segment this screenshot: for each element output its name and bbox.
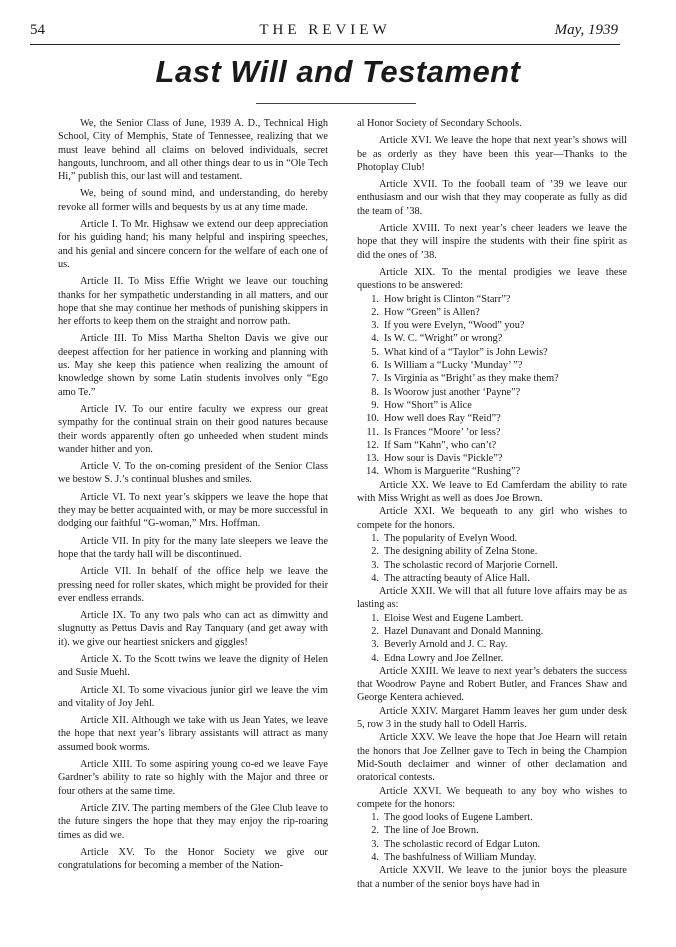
list-number: 4.: [371, 333, 379, 345]
list-text: If Sam “Kahn”, who can’t?: [384, 439, 497, 451]
paragraph: Article II. To Miss Effie Wright we leave our touching thanks for her sympathetic understanding in all matters, and our hope that she may continue her methods of punishing skippers in her efforts to keep them on the straight and norrow path.: [58, 276, 328, 328]
list-item: [357, 851, 627, 864]
paragraph: Article IX. To any two pals who can act as dimwitty and slugnutty as Pettus Davis and Ray Tanquary (and get away with it). we give our heartiest snickers and giggles!: [58, 610, 328, 648]
paragraph: Article XII. Although we take with us Jean Yates, we leave the hope that next year’s library assistants will attract as many assumed book worms.: [58, 715, 328, 753]
list-text: Edna Lowry and Joe Zellner.: [384, 652, 504, 664]
list-number: 2.: [371, 825, 379, 837]
list-text: If you were Evelyn, “Wood” you?: [384, 320, 525, 332]
list-number: 5.: [371, 346, 379, 358]
list-number: 13.: [366, 453, 379, 465]
list-number: 4.: [371, 572, 379, 584]
right-column: [357, 117, 627, 932]
title-divider: [256, 103, 416, 104]
left-column: [58, 117, 328, 932]
paragraph: Article XVI. We leave the hope that next year’s shows will be as orderly as they have been this year—Thanks to the Photoplay Club!: [357, 135, 627, 173]
paragraph: Article XVII. To the fooball team of ’39 we leave our enthusiasm and our wish that they may cooperate as fully as did the team of ’38.: [357, 179, 627, 217]
paragraph: Article XIX. To the mental prodigies we leave these questions to be answered:: [357, 266, 627, 292]
list-text: The attracting beauty of Alice Hall.: [384, 572, 530, 584]
paragraph: Article ZIV. The parting members of the Glee Club leave to the future singers the hope that they may enjoy the rip-roaring times as did we.: [58, 802, 328, 841]
paragraph: Article I. To Mr. Highsaw we extend our deep appreciation for his guiding hand; his many helpful and inspiring speeches, and his genial and sincere concern for the welfare of each one of us.: [58, 219, 328, 270]
list-item: [357, 559, 627, 572]
list-item: [357, 545, 627, 558]
questions-list: [357, 293, 627, 479]
boys-honors-list: [357, 811, 627, 864]
list-number: 12.: [366, 439, 379, 451]
list-text: The designing ability of Zelna Stone.: [384, 546, 538, 558]
paragraph: Article VII. In pity for the many late sleepers we leave the hope that the tardy hall will be discontinued.: [58, 535, 328, 560]
list-item: [357, 386, 627, 399]
list-number: 3.: [371, 320, 379, 332]
list-item: [357, 824, 627, 837]
list-item: [357, 638, 627, 651]
list-item: [357, 359, 627, 372]
list-text: The scholastic record of Marjorie Cornell.: [384, 559, 558, 571]
list-text: Eloise West and Eugene Lambert.: [384, 612, 524, 624]
list-item: [357, 306, 627, 319]
list-number: 1.: [371, 293, 379, 305]
paragraph: Article XV. To the Honor Society we give our congratulations for becoming a member of the Nation-: [58, 846, 328, 872]
list-text: Whom is Marguerite “Rushing”?: [384, 466, 521, 478]
running-title: THE REVIEW: [259, 22, 391, 38]
article-title: Last Will and Testament: [155, 54, 521, 89]
paragraph: Article V. To the on-coming president of the Senior Class we bestow S. J.’s continual blushes and smiles.: [58, 461, 328, 486]
paragraph: Article XXVI. We bequeath to any boy who wishes to compete for the honors:: [357, 785, 627, 810]
paragraph: Article III. To Miss Martha Shelton Davis we give our deepest affection for her patience in working and planning with us. May she keep this patience when realizing the amount of knowledge shown by some Latin students involves only “Ego amo Te.”: [58, 333, 328, 398]
list-number: 8.: [371, 386, 379, 398]
list-item: [357, 293, 627, 306]
paragraph: Article XXV. We leave the hope that Joe Hearn will retain the honors that Joe Zellner gave to Tech in being the Champion Mid-South declaimer and winner of other declamation and oratorical contests.: [357, 732, 627, 784]
list-text: How bright is Clinton “Starr”?: [384, 293, 511, 305]
paragraph: Article XX. We leave to Ed Camferdam the ability to rate with Miss Wright as well as does Joe Brown.: [357, 479, 627, 505]
list-text: How sour is Davis “Pickle”?: [384, 453, 503, 465]
list-number: 2.: [371, 625, 379, 637]
list-number: 2.: [371, 546, 379, 558]
page-header: [30, 22, 620, 45]
list-item: [357, 838, 627, 851]
list-item: [357, 532, 627, 545]
list-item: [357, 426, 627, 439]
list-number: 1.: [371, 532, 379, 544]
list-number: 10.: [366, 413, 379, 425]
list-number: 6.: [371, 360, 379, 372]
list-text: The line of Joe Brown.: [384, 825, 479, 837]
list-item: [357, 372, 627, 385]
list-text: Is Virginia as “Bright’ as they make them?: [384, 373, 559, 385]
list-item: [357, 652, 627, 665]
list-number: 4.: [371, 652, 379, 664]
paragraph: Article XIII. To some aspiring young co-ed we leave Faye Gardner’s ability to rate so highly with the Major and three or four others at the same time.: [58, 759, 328, 797]
couples-list: [357, 612, 627, 665]
list-text: Is Woorow just another ‘Payne”?: [384, 386, 521, 398]
issue-date: May, 1939: [554, 22, 618, 38]
list-number: 4.: [371, 852, 379, 864]
list-text: How “Short” is Alice: [384, 399, 472, 411]
list-text: The popularity of Evelyn Wood.: [384, 532, 518, 544]
paragraph: We, being of sound mind, and understanding, do hereby revoke all former wills and bequests by us at any time made.: [58, 188, 328, 213]
list-item: [357, 612, 627, 625]
list-text: The good looks of Eugene Lambert.: [384, 812, 533, 824]
paragraph: Article XXI. We bequeath to any girl who wishes to compete for the honors.: [357, 506, 627, 531]
paragraph: Article IV. To our entire faculty we express our great sympathy for the continual strain on their good natures because their words apparently often go unheeded when student minds wander hither and yon.: [58, 403, 328, 455]
list-number: 1.: [371, 612, 379, 624]
paragraph: Article XXIII. We leave to next year’s debaters the success that Woodrow Payne and Robert Butler, and Frances Shaw and George Kentera achieved.: [357, 665, 627, 704]
list-text: What kind of a “Taylor” is John Lewis?: [384, 346, 548, 358]
paragraph: Article XVIII. To next year’s cheer leaders we leave the hope that they will inspire the students with their fine spirit as did the ones of ’38.: [357, 223, 627, 261]
list-item: [357, 399, 627, 412]
paragraph: Article XI. To some vivacious junior girl we leave the vim and vitality of Joy Jehl.: [58, 684, 328, 709]
list-text: How “Green” is Allen?: [384, 306, 480, 318]
paragraph: Article X. To the Scott twins we leave the dignity of Helen and Susie Muehl.: [58, 653, 328, 679]
list-text: The bashfulness of William Munday.: [384, 852, 537, 864]
list-item: [357, 346, 627, 359]
list-item: [357, 465, 627, 478]
list-text: Is Frances “Moore’ ’or less?: [384, 426, 501, 438]
list-number: 9.: [371, 399, 379, 411]
paragraph: Article XXII. We will that all future love affairs may be as lasting as:: [357, 586, 627, 611]
paragraph: Article XXVII. We leave to the junior boys the pleasure that a number of the senior boys have had in: [357, 865, 627, 890]
list-item: [357, 572, 627, 585]
list-item: [357, 452, 627, 465]
honors-list: [357, 532, 627, 585]
list-number: 14.: [366, 466, 379, 478]
paragraph: Article VII. In behalf of the office help we leave the pressing need for roller skates, which might be provided for their ever endless errands.: [58, 566, 328, 604]
list-text: Is W. C. “Wright” or wrong?: [384, 333, 503, 345]
paragraph: Article XXIV. Margaret Hamm leaves her gum under desk 5, row 3 in the study hall to Odell Harris.: [357, 705, 627, 731]
list-text: The scholastic record of Edgar Luton.: [384, 838, 541, 850]
list-item: [357, 439, 627, 452]
list-item: [357, 319, 627, 332]
paragraph-continuation: al Honor Society of Secondary Schools.: [357, 118, 522, 129]
list-number: 11.: [366, 426, 379, 438]
list-text: Is William a “Lucky ‘Munday’ ”?: [384, 360, 523, 372]
list-number: 3.: [371, 639, 379, 651]
list-item: [357, 811, 627, 824]
list-text: Beverly Arnold and J. C. Ray.: [384, 639, 508, 651]
paragraph: We, the Senior Class of June, 1939 A. D., Technical High School, City of Memphis, State of Tennessee, realizing that we must leave behind all claims on beloved individuals, secret hangouts, lunchroom, and all other things dear to us in “Ole Tech Hi,” publish this, our last will and testament.: [58, 118, 328, 183]
list-item: [357, 412, 627, 425]
list-text: How well does Ray “Reid”?: [384, 413, 501, 425]
list-item: [357, 332, 627, 345]
paragraph: Article VI. To next year’s skippers we leave the hope that they may be better acquainted with, or may be more successful in dodging our faithful “G-woman,” Mrs. Hoffman.: [58, 491, 328, 530]
list-number: 7.: [371, 373, 379, 385]
list-number: 3.: [371, 838, 379, 850]
page-number: 54: [30, 22, 45, 38]
list-number: 3.: [371, 559, 379, 571]
list-item: [357, 625, 627, 638]
list-number: 1.: [371, 812, 379, 824]
list-number: 2.: [371, 306, 379, 318]
list-text: Hazel Dunavant and Donald Manning.: [384, 625, 544, 637]
